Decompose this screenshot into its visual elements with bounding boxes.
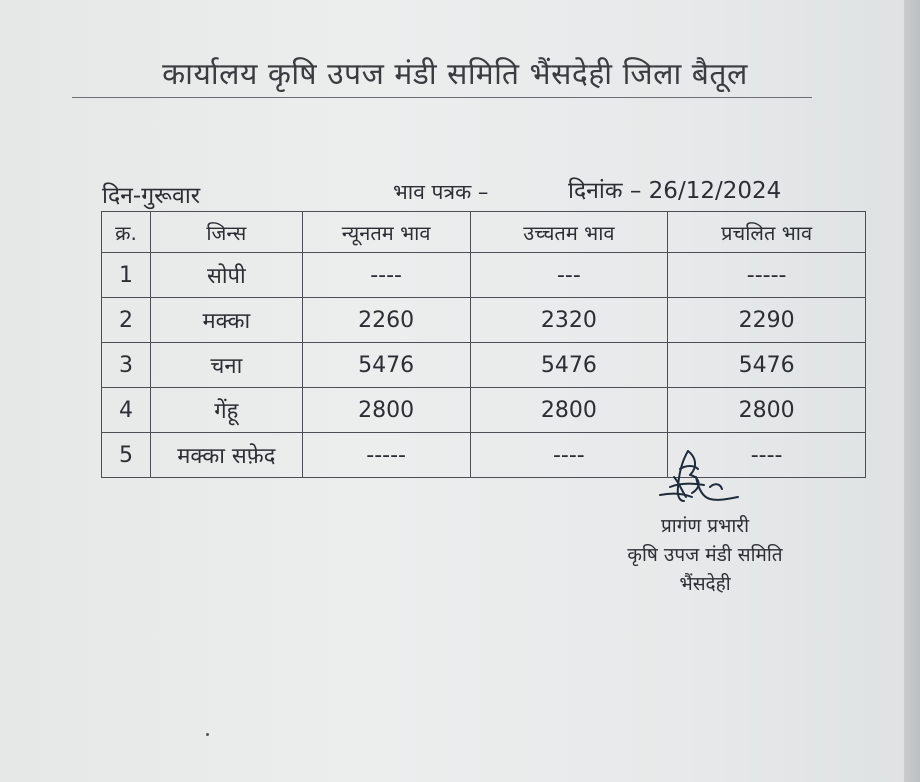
cell-commodity: गेंहू	[150, 388, 302, 433]
table-header-row	[102, 212, 866, 253]
cell-min-rate: ----	[302, 253, 470, 298]
cell-prevailing-rate: 5476	[668, 343, 866, 388]
table-row	[102, 298, 866, 343]
cell-min-rate: 2800	[302, 388, 470, 433]
cell-serial: 5	[102, 433, 151, 478]
header-max-rate: उच्चतम भाव	[470, 212, 668, 253]
handwritten-signature	[652, 447, 744, 511]
ink-speck	[206, 733, 209, 736]
table-row	[102, 433, 866, 478]
header-serial: क्र.	[102, 212, 151, 253]
cell-min-rate: -----	[302, 433, 470, 478]
day-label: दिन-गुरूवार	[102, 183, 201, 209]
cell-serial: 3	[102, 343, 151, 388]
cell-max-rate: 5476	[470, 343, 668, 388]
cell-commodity: मक्का	[150, 298, 302, 343]
heading-underline	[72, 97, 812, 98]
cell-prevailing-rate: 2800	[668, 388, 866, 433]
cell-prevailing-rate: -----	[668, 253, 866, 298]
header-min-rate: न्यूनतम भाव	[302, 212, 470, 253]
cell-min-rate: 5476	[302, 343, 470, 388]
cell-serial: 1	[102, 253, 151, 298]
table-row	[102, 343, 866, 388]
cell-serial: 2	[102, 298, 151, 343]
header-commodity: जिन्स	[150, 212, 302, 253]
cell-commodity: सोपी	[150, 253, 302, 298]
cell-min-rate: 2260	[302, 298, 470, 343]
signatory-office: कृषि उपज मंडी समिति	[627, 544, 783, 566]
signatory-title: प्रागंण प्रभारी	[661, 515, 749, 537]
cell-max-rate: ---	[470, 253, 668, 298]
cell-prevailing-rate: 2290	[668, 298, 866, 343]
cell-commodity: मक्का सफ़ेद	[150, 433, 302, 478]
rate-sheet-label: भाव पत्रक –	[393, 180, 489, 204]
cell-max-rate: 2320	[470, 298, 668, 343]
cell-prevailing-rate: ----	[668, 433, 866, 478]
table-row	[102, 388, 866, 433]
cell-serial: 4	[102, 388, 151, 433]
cell-max-rate: 2800	[470, 388, 668, 433]
cell-max-rate: ----	[470, 433, 668, 478]
table-row	[102, 253, 866, 298]
cell-commodity: चना	[150, 343, 302, 388]
date-label: दिनांक – 26/12/2024	[568, 178, 782, 204]
signatory-location: भैंसदेही	[679, 573, 731, 595]
paper-edge	[904, 0, 920, 782]
rates-table	[101, 211, 866, 478]
office-heading: कार्यालय कृषि उपज मंडी समिति भैंसदेही जिला बैतूल	[162, 57, 748, 92]
signatory-block	[570, 512, 840, 599]
header-prevailing-rate: प्रचलित भाव	[668, 212, 866, 253]
